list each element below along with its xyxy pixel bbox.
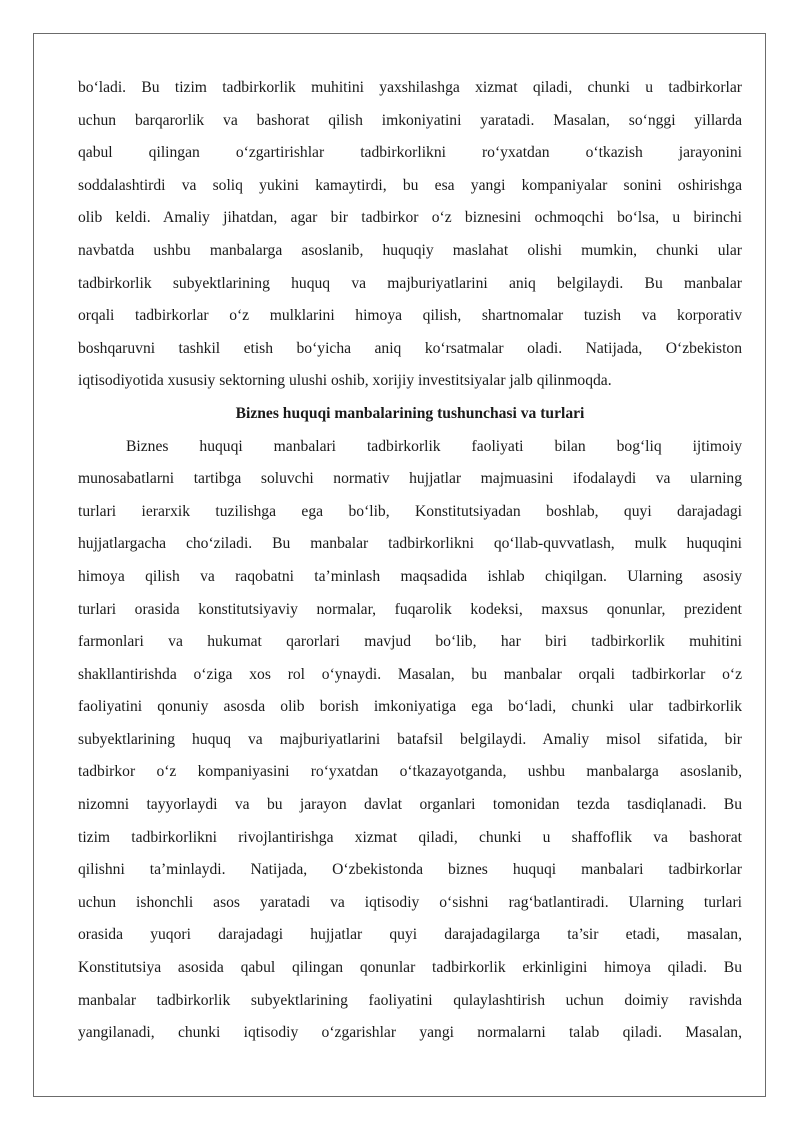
section-heading: Biznes huquqi manbalarining tushunchasi va turlari <box>235 404 585 422</box>
text-line: soddalashtirdi va soliq yukini kamaytirdi, bu esa yangi kompaniyalar sonini oshirishga <box>78 176 742 194</box>
text-line: hujjatlargacha cho‘ziladi. Bu manbalar tadbirkorlikni qo‘llab-quvvatlash, mulk huquqini <box>78 535 742 553</box>
paragraph-1 <box>78 72 742 398</box>
text-line: tizim tadbirkorlikni rivojlantirishga xizmat qiladi, chunki u shaffoflik va bashorat <box>78 828 742 846</box>
text-line: orqali tadbirkorlar o‘z mulklarini himoya qilish, shartnomalar tuzish va korporativ <box>78 307 742 325</box>
paragraph-2 <box>78 431 742 1050</box>
text-line: iqtisodiyotida xususiy sektorning ulushi oshib, xorijiy investitsiyalar jalb qilinmoqda. <box>78 372 612 390</box>
text-line: faoliyatini qonuniy asosda olib borish imkoniyatiga ega bo‘ladi, chunki ular tadbirkorlik <box>78 698 742 716</box>
text-line: yangilanadi, chunki iqtisodiy o‘zgarishlar yangi normalarni talab qiladi. Masalan, <box>78 1024 742 1042</box>
text-line: tadbirkorlik subyektlarining huquq va majburiyatlarini aniq belgilaydi. Bu manbalar <box>78 274 742 292</box>
text-line: qabul qilingan o‘zgartirishlar tadbirkorlikni ro‘yxatdan o‘tkazish jarayonini <box>78 144 742 162</box>
text-line: farmonlari va hukumat qarorlari mavjud bo‘lib, har biri tadbirkorlik muhitini <box>78 633 742 651</box>
text-line: boshqaruvni tashkil etish bo‘yicha aniq ko‘rsatmalar oladi. Natijada, O‘zbekiston <box>78 339 742 357</box>
text-line: nizomni tayyorlaydi va bu jarayon davlat organlari tomonidan tezda tasdiqlanadi. Bu <box>78 796 742 814</box>
text-line: bo‘ladi. Bu tizim tadbirkorlik muhitini yaxshilashga xizmat qiladi, chunki u tadbirkorlar <box>78 79 742 96</box>
text-line: himoya qilish va raqobatni ta’minlash maqsadida ishlab chiqilgan. Ularning asosiy <box>78 567 742 585</box>
text-line: shakllantirishda o‘ziga xos rol o‘ynaydi. Masalan, bu manbalar orqali tadbirkorlar o‘z <box>78 665 742 683</box>
text-line: navbatda ushbu manbalarga asoslanib, huquqiy maslahat olishi mumkin, chunki ular <box>78 241 742 259</box>
document-body <box>78 72 742 1050</box>
text-line: olib keldi. Amaliy jihatdan, agar bir tadbirkor o‘z biznesini ochmoqchi bo‘lsa, u birinchi <box>78 209 742 227</box>
text-line: orasida yuqori darajadagi hujjatlar quyi darajadagilarga ta’sir etadi, masalan, <box>78 926 742 944</box>
text-line: turlari ierarxik tuzilishga ega bo‘lib, Konstitutsiyadan boshlab, quyi darajadagi <box>78 502 742 520</box>
text-line: uchun barqarorlik va bashorat qilish imkoniyatini yaratadi. Masalan, so‘nggi yillarda <box>78 111 742 129</box>
text-line: turlari orasida konstitutsiyaviy normalar, fuqarolik kodeksi, maxsus qonunlar, prezident <box>78 600 742 618</box>
text-line: subyektlarining huquq va majburiyatlarini batafsil belgilaydi. Amaliy misol sifatida, bir <box>78 730 742 748</box>
text-line: uchun ishonchli asos yaratadi va iqtisodiy o‘sishni rag‘batlantiradi. Ularning turlari <box>78 893 742 911</box>
text-line: manbalar tadbirkorlik subyektlarining faoliyatini qulaylashtirish uchun doimiy ravishda <box>78 991 742 1009</box>
text-line: tadbirkor o‘z kompaniyasini ro‘yxatdan o‘tkazayotganda, ushbu manbalarga asoslanib, <box>78 763 742 781</box>
text-line: qilishni ta’minlaydi. Natijada, O‘zbekistonda biznes huquqi manbalari tadbirkorlar <box>78 861 742 879</box>
text-line: Biznes huquqi manbalari tadbirkorlik faoliyati bilan bog‘liq ijtimoiy <box>126 437 742 455</box>
text-line: munosabatlarni tartibga soluvchi normativ hujjatlar majmuasini ifodalaydi va ularning <box>78 470 742 488</box>
text-line: Konstitutsiya asosida qabul qilingan qonunlar tadbirkorlik erkinligini himoya qiladi. Bu <box>78 959 742 977</box>
